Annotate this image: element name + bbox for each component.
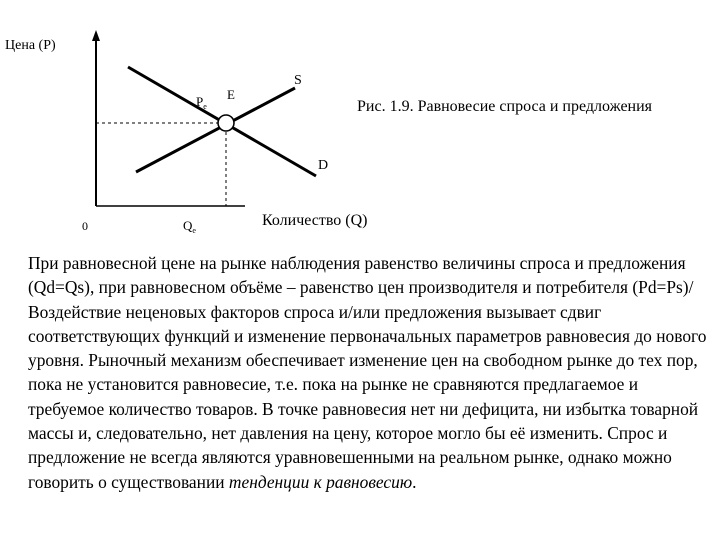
paragraph-2-emphasis: тенденции к равновесию: [228, 471, 413, 492]
price-axis-arrow: [92, 30, 100, 41]
price-label-subscript: e: [203, 102, 207, 111]
y-axis-label: Цена (P): [5, 38, 56, 53]
paragraph-2-main: Воздействие неценовых факторов спроса и/или предложения вызывает сдвиг соответствующих функций и изменение первоначальных параметров равновесия до нового уровня. Рыночный механизм обеспечивает изменение цен на свободном рынке до тех пор, пока не установится равновесие, т.е. пока на рынке не сравняются предлагаемое и требуемое количество товаров. В точке равновесия нет ни дефицита, ни избытка товарной массы и, следовательно, нет давления на цену, которое могло бы её изменить. Спрос и предложение не всегда являются уравновешенными на реальном рынке, однако можно говорить о существовании: [28, 301, 707, 492]
figure-caption: Рис. 1.9. Равновесие спроса и предложения: [357, 98, 653, 115]
quantity-label: [183, 218, 196, 235]
equilibrium-label: E: [227, 87, 235, 102]
demand-label: D: [318, 158, 329, 173]
price-label-letter: P: [196, 94, 204, 109]
quantity-label-subscript: e: [192, 226, 196, 235]
supply-curve: [136, 88, 295, 172]
quantity-label-letter: Q: [183, 218, 193, 233]
supply-label: S: [294, 73, 302, 88]
origin-label: 0: [82, 219, 88, 233]
paragraph-2: [28, 300, 708, 494]
paragraph-2-end: .: [412, 471, 417, 492]
paragraph-1: При равновесной цене на рынке наблюдения равенство величины спроса и предложения (Qd=Qs), при равновесном объёме – равенство цен производителя и потребителя (Pd=Ps)/: [28, 253, 694, 298]
body-text: [28, 251, 708, 494]
price-label: [196, 94, 207, 111]
x-axis-label: Количество (Q): [262, 212, 368, 229]
equilibrium-point: [218, 115, 234, 131]
